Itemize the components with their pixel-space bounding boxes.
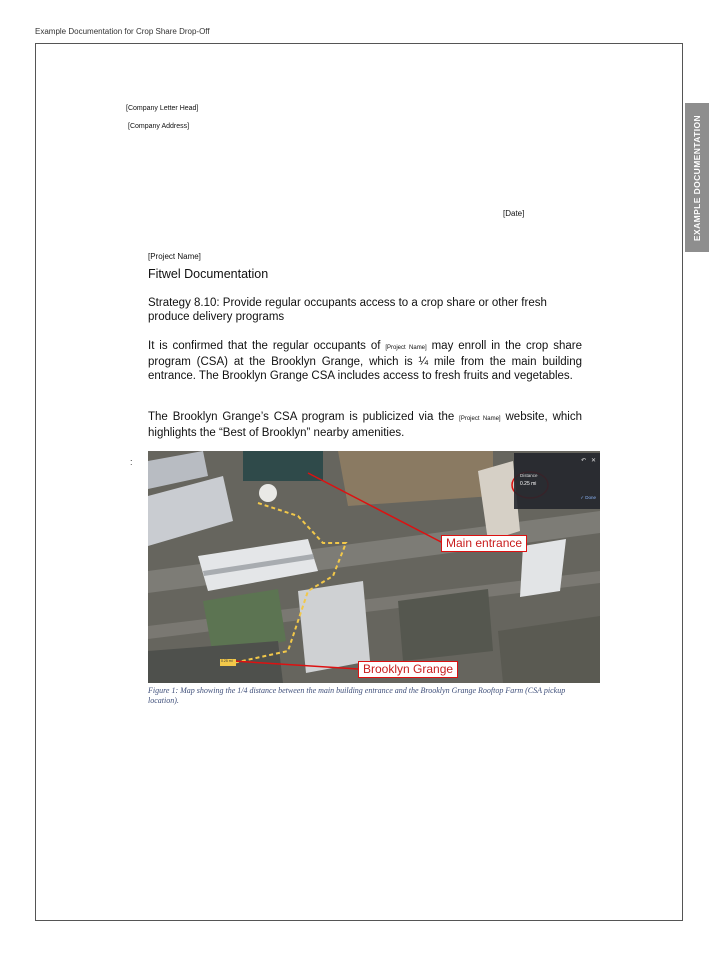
paragraph-2-end: website, which highlights the “Best of Brooklyn” nearby amenities. xyxy=(148,411,582,439)
figure-caption: Figure 1: Map showing the 1/4 distance between the main building entrance and the Brooklyn Grange Rooftop Farm (CSA pickup location). xyxy=(148,686,566,705)
company-address: [Company Address] xyxy=(128,123,190,130)
paragraph-2-start: The Brooklyn Grange’s CSA program is publicized via the xyxy=(148,411,460,423)
project-name: [Project Name] xyxy=(148,252,201,261)
side-tab-label: EXAMPLE DOCUMENTATION xyxy=(692,114,703,241)
strategy-heading: Strategy 8.10: Provide regular occupants access to a crop share or other fresh produce delivery programs xyxy=(148,297,547,323)
page-header: Example Documentation for Crop Share Drop-Off xyxy=(35,27,210,36)
distance-tag: 0.25 mi xyxy=(221,659,233,663)
inline-project-name: [Project Name] xyxy=(385,345,427,351)
paragraph-2 xyxy=(148,410,582,440)
colon-mark: : xyxy=(130,457,133,467)
paragraph-1-start: It is confirmed that the regular occupants of xyxy=(148,340,386,352)
date-field: [Date] xyxy=(503,209,525,218)
company-letter-head: [Company Letter Head] xyxy=(126,105,199,112)
paragraph-1-end: may enroll in the crop share program (CSA) at the Brooklyn Grange, which is ¼ mile from the main building entrance. The Brooklyn Grange CSA includes access to fresh fruits and vegetables. xyxy=(148,340,582,382)
close-icon[interactable]: ✕ xyxy=(590,458,596,464)
paragraph-1 xyxy=(148,339,582,383)
aerial-map xyxy=(148,451,600,683)
distance-value: 0.25 mi xyxy=(520,481,537,487)
inline-project-name: [Project Name] xyxy=(459,416,501,422)
doc-title: Fitwel Documentation xyxy=(148,267,269,281)
done-button[interactable]: ✓ Done xyxy=(580,495,596,500)
brooklyn-grange-label: Brooklyn Grange xyxy=(358,661,458,678)
undo-icon[interactable]: ↶ xyxy=(580,458,586,464)
main-entrance-label: Main entrance xyxy=(441,535,527,552)
side-tab xyxy=(685,103,709,252)
distance-panel xyxy=(514,453,600,509)
distance-title: Distance xyxy=(520,473,538,478)
